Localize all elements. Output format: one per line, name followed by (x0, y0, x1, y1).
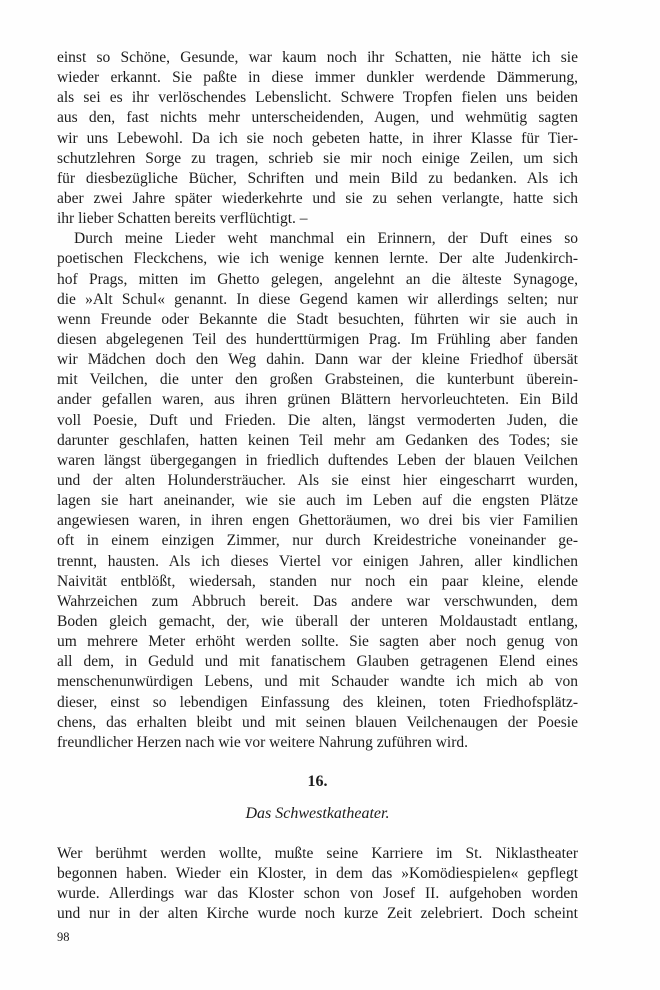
text-line: dieser, einst so lebendigen Einfassung des kleinen, toten Friedhofsplätz- (57, 693, 578, 711)
text-line: als sei es ihr verlöschendes Lebenslicht. Schwere Tropfen fielen uns beiden (57, 89, 578, 107)
text-line: lagen sie hart aneinander, wie sie auch im Leben auf die engsten Plätze (57, 492, 578, 510)
text-line: Wer berühmt werden wollte, mußte seine Karriere im St. Niklastheater (57, 844, 578, 862)
text-line: ander gefallen waren, aus ihren grünen Blättern hervorleuchteten. Ein Bild (57, 391, 578, 409)
text-line: trennt, hausten. Als ich dieses Viertel vor einigen Jahren, aller kindlichen (57, 552, 578, 570)
text-line: oft in einem einzigen Zimmer, nur durch Kreidestriche voneinander ge- (57, 532, 578, 550)
text-line: und nur in der alten Kirche wurde noch kurze Zeit zelebriert. Doch scheint (57, 905, 578, 923)
text-line: darunter geschlafen, hatten keinen Teil mehr am Gedanken des Todes; sie (57, 431, 578, 449)
text-line: einst so Schöne, Gesunde, war kaum noch ihr Schatten, nie hätte ich sie (57, 49, 578, 66)
text-line: aus den, fast nichts mehr unterscheidenden, Augen, und wehmütig sagten (57, 109, 578, 127)
text-line: Durch meine Lieder weht manchmal ein Erinnern, der Duft eines so (74, 230, 578, 248)
text-line: begonnen haben. Wieder ein Kloster, in dem das »Komödiespielen« gepflegt (57, 865, 578, 883)
text-line: die »Alt Schul« genannt. In diese Gegend kamen wir allerdings selten; nur (57, 290, 578, 308)
page-number: 98 (57, 930, 70, 944)
text-line: schutzlehren Sorge zu tragen, schrieb sie mir noch einige Zeilen, um sich (57, 149, 578, 167)
text-line: für diesbezügliche Bücher, Schriften und mein Bild zu bedanken. Als ich (57, 169, 578, 187)
text-line: wenn Freunde oder Bekannte die Stadt besuchten, führten wir sie auch in (57, 310, 578, 328)
text-line: Naivität entblößt, wiedersah, standen nur noch ein paar kleine, elende (57, 572, 578, 590)
text-line: um mehrere Meter erhöht werden sollte. Sie sagten aber noch genug von (57, 633, 578, 651)
text-line: voll Poesie, Duft und Frieden. Die alten, längst vermoderten Juden, die (57, 411, 578, 429)
text-line: waren längst übergegangen in friedlich duftendes Leben der blauen Veilchen (57, 451, 578, 469)
paragraph-judenkirchhof (57, 229, 578, 753)
text-line: chens, das erhalten bleibt und mit seinen blauen Veilchenaugen der Poesie (57, 713, 578, 731)
chapter-title: Das Schwestkatheater. (245, 804, 390, 822)
text-line: Boden gleich gemacht, der, wie überall der unteren Moldaustadt entlang, (57, 612, 578, 630)
text-line: menschenunwürdigen Lebens, und mit Schauder wandte ich mich ab von (57, 673, 578, 691)
paragraph-continuation (57, 48, 578, 229)
text-line: Wahrzeichen zum Abbruch bereit. Das andere war verschwunden, dem (57, 592, 578, 610)
text-line: wir uns Lebewohl. Da ich sie noch gebeten hatte, in ihrer Klasse für Tier- (57, 129, 578, 147)
text-line: diesen abgelegenen Teil des hunderttürmigen Prag. Im Frühling aber fanden (57, 330, 578, 348)
chapter-number-heading: 16. (307, 772, 328, 790)
text-line: ihr lieber Schatten bereits verflüchtigt. – (57, 210, 308, 228)
paragraph-chapter-start (57, 844, 578, 925)
text-line: mit Veilchen, die unter den großen Grabsteinen, die kunterbunt überein- (57, 371, 578, 389)
text-line: poetischen Fleckchens, wie ich wenige kennen lernte. Der alte Judenkirch- (57, 250, 578, 268)
text-line: angewiesen waren, in ihren engen Ghettoräumen, wo drei bis vier Familien (57, 512, 578, 530)
text-line: wieder erkannt. Sie paßte in diese immer dunkler werdende Dämmerung, (57, 69, 578, 87)
text-line: aber zwei Jahre später wiederkehrte und sie zu sehen verlangte, hatte sich (57, 189, 578, 207)
text-line: all dem, in Geduld und mit fanatischem Glauben getragenen Elend eines (57, 653, 578, 671)
text-line: freundlicher Herzen nach wie vor weitere Nahrung zuführen wird. (57, 733, 468, 751)
text-line: wurde. Allerdings war das Kloster schon von Josef II. aufgehoben worden (57, 885, 578, 903)
text-line: hof Prags, mitten im Ghetto gelegen, angelehnt an die älteste Synagoge, (57, 270, 578, 288)
text-block (57, 48, 578, 924)
text-line: wir Mädchen doch den Weg dahin. Dann war der kleine Friedhof übersät (57, 351, 578, 369)
text-line: und der alten Holundersträucher. Als sie einst hier eingescharrt wurden, (57, 471, 578, 489)
